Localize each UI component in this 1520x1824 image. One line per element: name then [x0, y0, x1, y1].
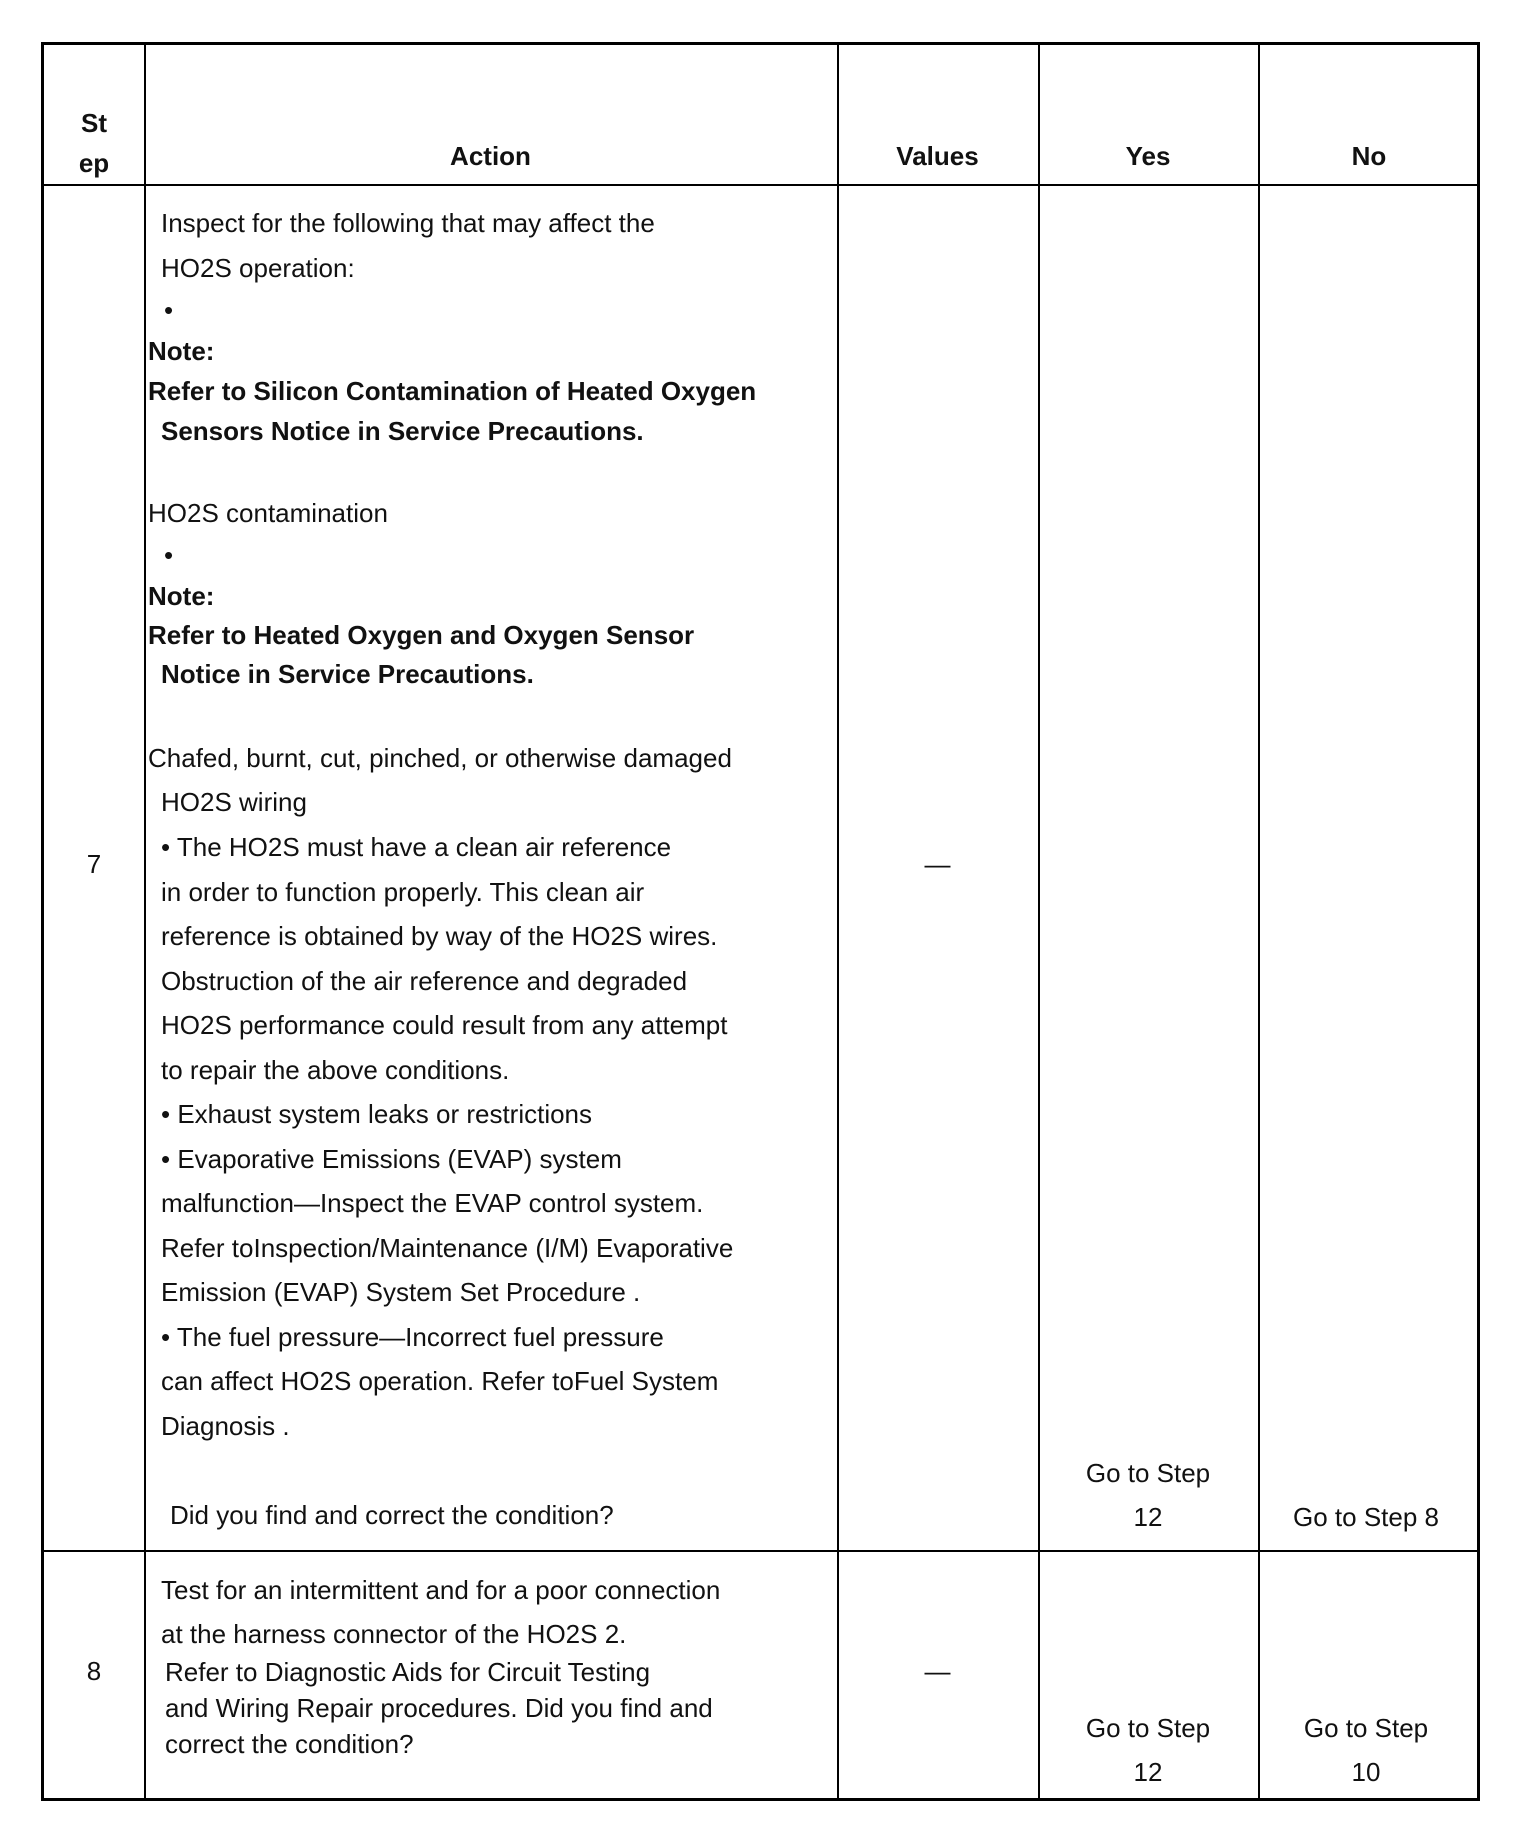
- row7-action-line: Chafed, burnt, cut, pinched, or otherwise damaged: [148, 743, 732, 773]
- row7-action-line: • Exhaust system leaks or restrictions: [161, 1099, 593, 1129]
- row7-yes-line1: Go to Step: [1085, 1458, 1211, 1488]
- row7-action-line: • The HO2S must have a clean air reference: [161, 832, 672, 862]
- row8-yes-line1: Go to Step: [1085, 1713, 1211, 1743]
- header-no: No: [1351, 141, 1387, 171]
- row7-action-line: Diagnosis .: [161, 1411, 290, 1441]
- row7-action-line: malfunction—Inspect the EVAP control system.: [161, 1188, 704, 1218]
- row7-note-text: Notice in Service Precautions.: [161, 659, 534, 689]
- row-divider: [44, 184, 1477, 186]
- column-divider: [144, 45, 146, 1798]
- row7-note-text: Refer to Silicon Contamination of Heated Oxygen: [148, 376, 757, 406]
- row8-no-line2: 10: [1351, 1757, 1381, 1787]
- row7-action-line: HO2S contamination: [148, 498, 388, 528]
- row8-no-line1: Go to Step: [1303, 1713, 1429, 1743]
- row7-note-text: Sensors Notice in Service Precautions.: [161, 416, 644, 446]
- row7-action-line: can affect HO2S operation. Refer toFuel System: [161, 1366, 719, 1396]
- row8-action-line: Refer to Diagnostic Aids for Circuit Testing: [165, 1657, 651, 1687]
- header-values: Values: [896, 141, 979, 171]
- row8-action-line: Test for an intermittent and for a poor connection: [161, 1575, 721, 1605]
- row7-question: Did you find and correct the condition?: [170, 1500, 614, 1530]
- column-divider: [1258, 45, 1260, 1798]
- header-step: [44, 103, 144, 183]
- row7-action-line: HO2S performance could result from any attempt: [161, 1010, 728, 1040]
- row7-yes-line2: 12: [1133, 1502, 1163, 1532]
- header-yes: Yes: [1125, 141, 1171, 171]
- row7-action-line: • The fuel pressure—Incorrect fuel pressure: [161, 1322, 664, 1352]
- row7-bullet: •: [164, 540, 174, 570]
- header-step-line1: St: [81, 108, 107, 138]
- row8-step: 8: [86, 1656, 102, 1686]
- row7-action-line: reference is obtained by way of the HO2S wires.: [161, 921, 718, 951]
- row-divider: [44, 1550, 1477, 1552]
- row8-action-line: at the harness connector of the HO2S 2.: [161, 1619, 627, 1649]
- row8-action-line: and Wiring Repair procedures. Did you find and: [165, 1693, 713, 1723]
- row7-action-line: Emission (EVAP) System Set Procedure .: [161, 1277, 641, 1307]
- row8-values: —: [924, 1656, 951, 1686]
- header-action: Action: [450, 141, 531, 171]
- row7-note-label: Note:: [148, 581, 215, 611]
- row7-action-line: Obstruction of the air reference and degraded: [161, 966, 688, 996]
- row8-yes-line2: 12: [1133, 1757, 1163, 1787]
- row7-values: —: [924, 849, 951, 879]
- column-divider: [837, 45, 839, 1798]
- header-step-line2: ep: [78, 148, 110, 178]
- row7-action-line: Refer toInspection/Maintenance (I/M) Evaporative: [161, 1233, 734, 1263]
- row7-action-line: in order to function properly. This clean air: [161, 877, 645, 907]
- row7-action-line: Inspect for the following that may affect the: [161, 208, 655, 238]
- row7-action-line: HO2S wiring: [161, 787, 307, 817]
- row7-action-line: • Evaporative Emissions (EVAP) system: [161, 1144, 622, 1174]
- row7-step: 7: [86, 849, 102, 879]
- row8-action-line: correct the condition?: [165, 1729, 414, 1759]
- row7-no: Go to Step 8: [1293, 1502, 1439, 1532]
- row7-action-line: HO2S operation:: [161, 253, 355, 283]
- row7-note-text: Refer to Heated Oxygen and Oxygen Sensor: [148, 620, 695, 650]
- row7-note-label: Note:: [148, 336, 215, 366]
- row7-bullet: •: [164, 295, 174, 325]
- diagnostic-table: [41, 42, 1480, 1801]
- row7-action-line: to repair the above conditions.: [161, 1055, 510, 1085]
- column-divider: [1038, 45, 1040, 1798]
